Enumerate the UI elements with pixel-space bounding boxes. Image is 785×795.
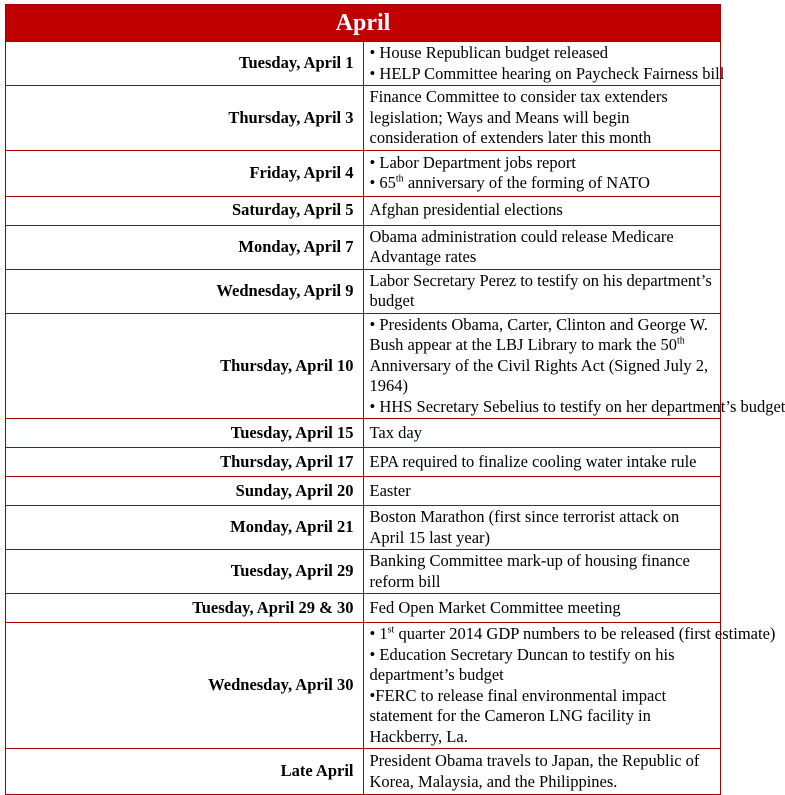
list-item xyxy=(369,396,785,418)
header-row xyxy=(6,5,721,42)
event-text: Presidents Obama, Carter, Clinton and George W. Bush appear at the LBJ Library to mark the 50 xyxy=(369,314,708,354)
table-row xyxy=(6,42,721,86)
date-cell: Wednesday, April 30 xyxy=(6,623,364,749)
table-row xyxy=(6,477,721,506)
date-cell: Monday, April 7 xyxy=(6,225,364,269)
table-row xyxy=(6,225,721,269)
list-item xyxy=(369,624,776,645)
superscript: th xyxy=(395,173,404,185)
table-row xyxy=(6,313,721,419)
bullet-icon: • xyxy=(369,43,376,62)
table-row xyxy=(6,419,721,448)
bullet-icon: • xyxy=(369,624,376,643)
date-cell: Tuesday, April 29 xyxy=(6,550,364,594)
event-text: HHS Secretary Sebelius to testify on her department’s budget xyxy=(379,396,785,416)
event-cell: Tax day xyxy=(363,419,721,448)
event-text: Labor Department jobs report xyxy=(379,152,576,172)
event-text: Education Secretary Duncan to testify on his department’s budget xyxy=(369,644,675,684)
event-cell: Boston Marathon (first since terrorist attack on April 15 last year) xyxy=(363,506,721,550)
list-item xyxy=(370,315,717,397)
bullet-icon: • xyxy=(369,685,376,705)
date-cell: Wednesday, April 9 xyxy=(6,269,364,313)
event-text: quarter 2014 GDP numbers to be released (first estimate) xyxy=(394,624,776,643)
date-cell: Tuesday, April 29 & 30 xyxy=(6,594,364,623)
date-cell: Late April xyxy=(6,749,364,795)
event-cell xyxy=(363,150,721,196)
table-row xyxy=(6,150,721,196)
bullet-icon: • xyxy=(369,63,376,83)
list-item xyxy=(369,63,725,85)
event-cell: Labor Secretary Perez to testify on his department’s budget xyxy=(363,269,721,313)
event-text: FERC to release final environmental impact statement for the Cameron LNG facility in Hackberry, La. xyxy=(369,685,667,746)
event-text: President Obama travels to Japan, the Republic of Korea, Malaysia, and the Philippines. xyxy=(369,751,700,791)
event-cell: EPA required to finalize cooling water intake rule xyxy=(363,448,721,477)
table-row xyxy=(6,86,721,151)
bullet-icon: • xyxy=(369,152,376,172)
april-calendar-table xyxy=(5,4,785,795)
date-cell: Thursday, April 17 xyxy=(6,448,364,477)
list-item xyxy=(370,686,717,748)
event-cell: Afghan presidential elections xyxy=(363,196,721,225)
list-item xyxy=(370,153,717,174)
event-cell xyxy=(363,313,785,419)
superscript: st xyxy=(387,624,395,636)
date-cell: Monday, April 21 xyxy=(6,506,364,550)
event-cell xyxy=(363,42,725,86)
date-cell: Friday, April 4 xyxy=(6,150,364,196)
event-cell: Easter xyxy=(363,477,721,506)
event-text: Anniversary of the Civil Rights Act (Signed July 2, 1964) xyxy=(369,355,709,395)
bullet-icon: • xyxy=(369,173,376,192)
bullet-icon: • xyxy=(369,396,376,416)
event-cell xyxy=(363,749,721,795)
table-row xyxy=(6,623,721,749)
event-cell xyxy=(363,86,721,151)
event-cell: Obama administration could release Medicare Advantage rates xyxy=(363,225,721,269)
date-cell: Tuesday, April 1 xyxy=(6,42,364,86)
date-cell: Tuesday, April 15 xyxy=(6,419,364,448)
table-row xyxy=(6,269,721,313)
list-item xyxy=(370,173,717,194)
table-row xyxy=(6,506,721,550)
calendar-container xyxy=(5,4,785,795)
event-text: House Republican budget released xyxy=(379,43,609,62)
event-text: 1 xyxy=(379,624,388,643)
list-item xyxy=(370,645,717,686)
date-cell: Thursday, April 3 xyxy=(6,86,364,151)
bullet-icon: • xyxy=(369,314,376,334)
event-cell: Banking Committee mark-up of housing finance reform bill xyxy=(363,550,721,594)
date-cell: Saturday, April 5 xyxy=(6,196,364,225)
bullet-icon: • xyxy=(369,644,376,664)
date-cell: Thursday, April 10 xyxy=(6,313,364,419)
month-title: April xyxy=(6,5,721,42)
table-row xyxy=(6,550,721,594)
superscript: th xyxy=(676,335,685,347)
date-cell: Sunday, April 20 xyxy=(6,477,364,506)
event-text: anniversary of the forming of NATO xyxy=(403,173,650,192)
list-item xyxy=(370,43,717,64)
event-text: Finance Committee to consider tax extenders legislation; Ways and Means will begin consideration of extenders later this month xyxy=(369,87,668,147)
event-cell: Fed Open Market Committee meeting xyxy=(363,594,721,623)
table-row xyxy=(6,196,721,225)
table-row xyxy=(6,594,721,623)
table-row xyxy=(6,448,721,477)
event-cell xyxy=(363,623,776,749)
event-text: 65 xyxy=(379,173,396,192)
event-text: HELP Committee hearing on Paycheck Fairness bill xyxy=(379,63,725,83)
table-row xyxy=(6,749,721,795)
